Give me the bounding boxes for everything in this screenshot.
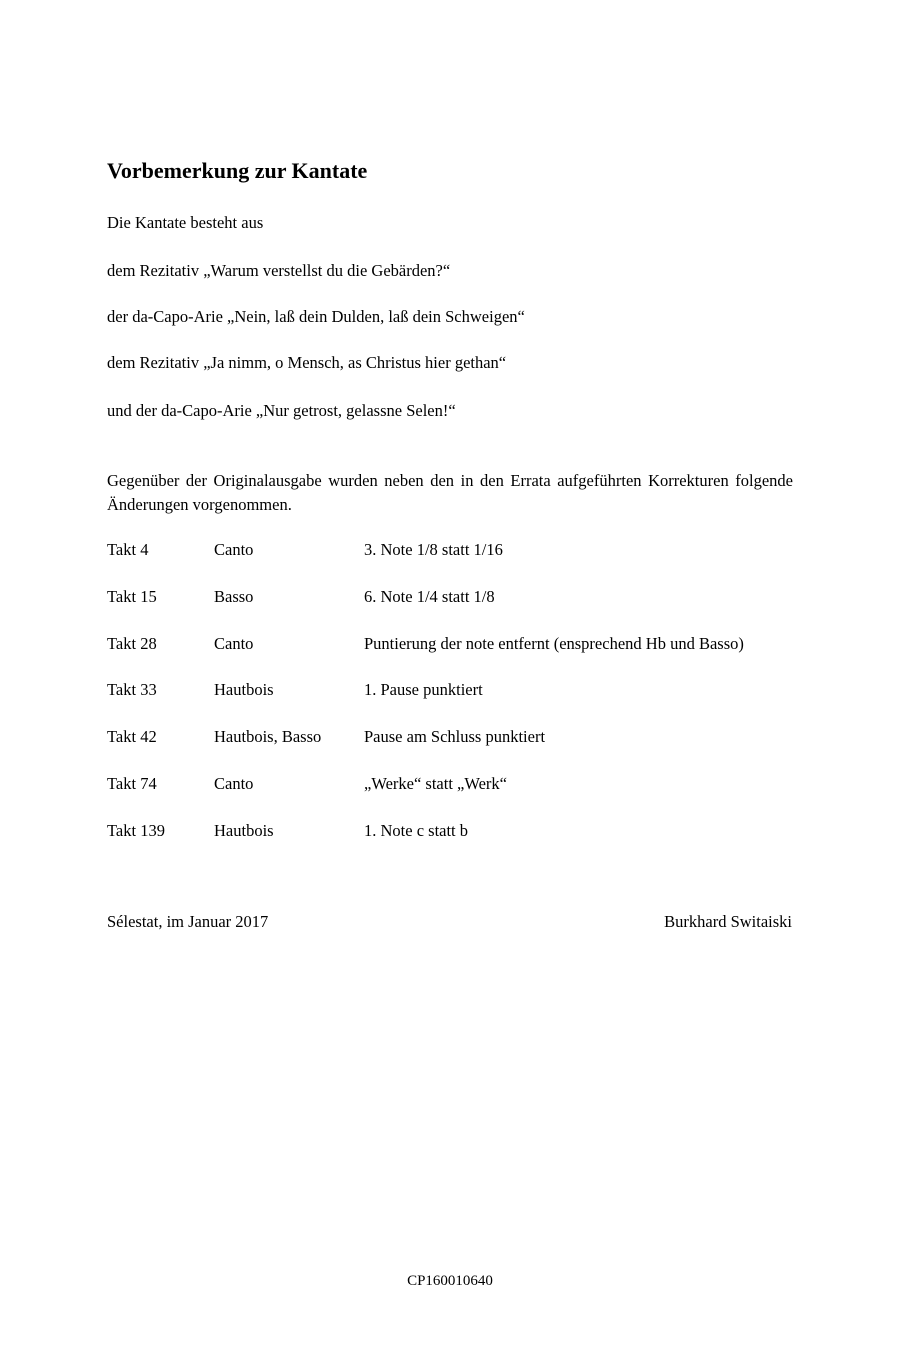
change-row xyxy=(107,727,807,774)
change-row xyxy=(107,680,807,727)
change-takt: Takt 28 xyxy=(107,633,157,653)
place-date: Sélestat, im Januar 2017 xyxy=(107,912,269,931)
change-row xyxy=(107,540,807,587)
changes-table xyxy=(107,540,807,868)
change-description: 3. Note 1/8 statt 1/16 xyxy=(364,540,503,559)
change-takt: Takt 15 xyxy=(107,586,157,606)
changes-intro-paragraph: Gegenüber der Originalausgabe wurden neben den in den Errata aufgeführten Korrekturen folgende Änderungen vorgenommen. xyxy=(107,471,793,514)
cantata-part-4: und der da-Capo-Arie „Nur getrost, gelassne Selen!“ xyxy=(107,401,456,420)
change-description: 1. Note c statt b xyxy=(364,820,469,840)
change-voice: Canto xyxy=(214,773,254,793)
change-voice: Hautbois xyxy=(214,820,274,840)
change-row xyxy=(107,774,807,821)
change-voice: Basso xyxy=(214,586,254,606)
change-takt: Takt 42 xyxy=(107,727,157,747)
cantata-part-1: dem Rezitativ „Warum verstellst du die Gebärden?“ xyxy=(107,261,451,280)
change-row xyxy=(107,634,807,681)
change-takt: Takt 139 xyxy=(107,820,165,840)
change-description: Puntierung der note entfernt (ensprechend Hb und Basso) xyxy=(364,633,744,653)
change-voice: Hautbois, Basso xyxy=(214,727,322,747)
change-voice: Canto xyxy=(214,540,254,559)
change-row xyxy=(107,587,807,634)
change-row xyxy=(107,821,807,868)
change-takt: Takt 4 xyxy=(107,540,149,559)
author-name: Burkhard Switaiski xyxy=(664,912,792,931)
change-description: Pause am Schluss punktiert xyxy=(364,727,546,747)
change-voice: Hautbois xyxy=(214,680,274,700)
change-voice: Canto xyxy=(214,633,254,653)
change-description: „Werke“ statt „Werk“ xyxy=(364,773,508,793)
cantata-part-3: dem Rezitativ „Ja nimm, o Mensch, as Christus hier gethan“ xyxy=(107,353,507,372)
cantata-part-2: der da-Capo-Arie „Nein, laß dein Dulden, laß dein Schweigen“ xyxy=(107,307,525,326)
change-description: 1. Pause punktiert xyxy=(364,680,483,700)
page-title: Vorbemerkung zur Kantate xyxy=(107,158,368,183)
change-description: 6. Note 1/4 statt 1/8 xyxy=(364,586,495,606)
catalog-number: CP160010640 xyxy=(407,1273,493,1289)
change-takt: Takt 33 xyxy=(107,680,157,700)
change-takt: Takt 74 xyxy=(107,773,157,793)
intro-text: Die Kantate besteht aus xyxy=(107,213,264,232)
